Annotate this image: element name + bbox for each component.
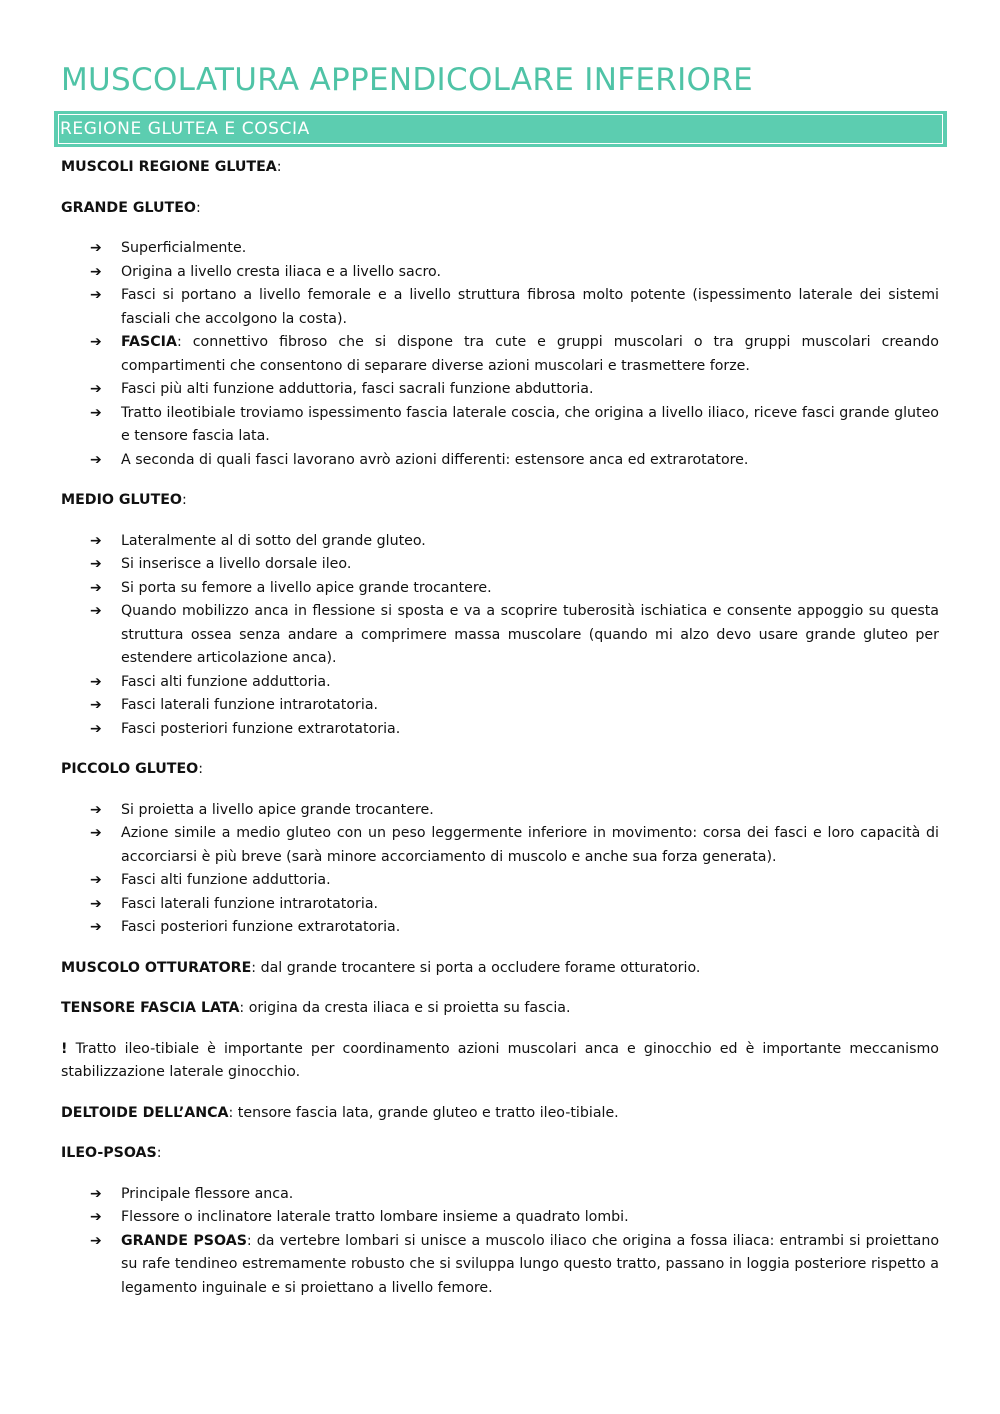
list-item — [61, 869, 939, 893]
list-item-text: Fasci posteriori funzione extrarotatoria. — [121, 720, 401, 737]
arrow-bullet-icon: ➔ — [90, 1185, 102, 1202]
list-item-text: Fasci alti funzione adduttoria. — [121, 673, 331, 690]
arrow-bullet-icon: ➔ — [90, 673, 102, 690]
arrow-bullet-icon: ➔ — [90, 603, 102, 619]
list-item-text: Fasci più alti funzione adduttoria, fasci sacrali funzione abduttoria. — [121, 381, 594, 397]
list-item — [61, 694, 939, 718]
list-item-text: Fasci si portano a livello femorale e a livello struttura fibrosa molto potente (ispessimento laterale dei sistemi fasciali che accolgono la costa). — [121, 287, 939, 327]
list-item-text: Quando mobilizzo anca in flessione si sposta e va a scoprire tuberosità ischiatica e consente appoggio su questa struttura ossea senza andare a comprimere massa muscolare (quando mi alzo devo usare grande gluteo per estendere articolazione anca). — [121, 603, 939, 666]
arrow-bullet-icon: ➔ — [90, 801, 102, 818]
arrow-bullet-icon: ➔ — [90, 579, 102, 596]
arrow-bullet-icon: ➔ — [90, 1209, 102, 1225]
list-item — [61, 402, 939, 449]
list-item-text: Si proietta a livello apice grande trocantere. — [121, 801, 434, 818]
list-item-text: Si porta su femore a livello apice grande trocantere. — [121, 579, 492, 596]
list-item — [61, 331, 939, 378]
arrow-bullet-icon: ➔ — [90, 556, 102, 572]
section-banner — [54, 111, 947, 147]
paragraph-otturatore: MUSCOLO OTTURATORE: dal grande trocantere si porta a occludere forame otturatorio. — [61, 959, 701, 976]
list-item — [61, 553, 939, 577]
list-medio-gluteo — [61, 530, 939, 742]
arrow-bullet-icon: ➔ — [90, 895, 102, 912]
arrow-bullet-icon: ➔ — [90, 720, 102, 737]
list-item — [61, 530, 939, 554]
arrow-bullet-icon: ➔ — [90, 532, 102, 549]
list-item — [61, 600, 939, 671]
section-heading: REGIONE GLUTEA E COSCIA — [60, 119, 310, 139]
heading-ileo-psoas: ILEO-PSOAS: — [61, 1145, 162, 1161]
list-item-text: Lateralmente al di sotto del grande gluteo. — [121, 532, 426, 549]
list-item — [61, 284, 939, 331]
list-item — [61, 893, 939, 917]
list-ileo-psoas — [61, 1183, 939, 1301]
arrow-bullet-icon: ➔ — [90, 1232, 102, 1249]
arrow-bullet-icon: ➔ — [90, 263, 102, 280]
list-item-text: Fasci alti funzione adduttoria. — [121, 872, 331, 888]
list-item — [61, 237, 939, 261]
list-item — [61, 378, 939, 402]
list-item-text: Tratto ileotibiale troviamo ispessimento fascia laterale coscia, che origina a livello iliaco, riceve fasci grande gluteo e tensore fascia lata. — [121, 404, 939, 444]
arrow-bullet-icon: ➔ — [90, 919, 102, 935]
paragraph-nota: ! Tratto ileo-tibiale è importante per coordinamento azioni muscolari anca e ginocchio ed è importante meccanismo stabilizzazione laterale ginocchio. — [61, 1040, 939, 1080]
heading-piccolo-gluteo: PICCOLO GLUTEO: — [61, 761, 204, 777]
list-item — [61, 718, 939, 742]
arrow-bullet-icon: ➔ — [90, 825, 102, 841]
list-item-text: A seconda di quali fasci lavorano avrò azioni differenti: estensore anca ed extrarotatore. — [121, 451, 749, 468]
list-item — [61, 577, 939, 601]
arrow-bullet-icon: ➔ — [90, 334, 102, 350]
arrow-bullet-icon: ➔ — [90, 872, 102, 888]
list-item-text: Fasci posteriori funzione extrarotatoria. — [121, 919, 401, 935]
paragraph-tensore-fascia-lata: TENSORE FASCIA LATA: origina da cresta iliaca e si proietta su fascia. — [61, 1000, 571, 1016]
list-item — [61, 1206, 939, 1230]
list-item-text: Si inserisce a livello dorsale ileo. — [121, 556, 352, 572]
page-title: MUSCOLATURA APPENDICOLARE INFERIORE — [61, 62, 753, 98]
list-item-text: Fasci laterali funzione intrarotatoria. — [121, 697, 379, 713]
list-item-text: Fasci laterali funzione intrarotatoria. — [121, 895, 379, 912]
document-body — [61, 156, 939, 1317]
list-item-text: Azione simile a medio gluteo con un peso leggermente inferiore in movimento: corsa dei fasci e loro capacità di accorciarsi è più breve (sarà minore accorciamento di muscolo e anche sua forza generata). — [121, 825, 939, 865]
arrow-bullet-icon: ➔ — [90, 404, 102, 421]
list-item-text: Origina a livello cresta iliaca e a livello sacro. — [121, 263, 441, 280]
list-item — [61, 449, 939, 473]
list-item — [61, 671, 939, 695]
list-piccolo-gluteo — [61, 799, 939, 940]
list-item-text: : da vertebre lombari si unisce a muscolo iliaco che origina a fossa iliaca: entrambi si proiettano su rafe tendineo estremamente robusto che si sviluppa lungo questo tratto, passano in loggia posteriore rispetto a legamento inguinale e si proiettano a livello femore. — [121, 1232, 939, 1296]
list-item — [61, 822, 939, 869]
arrow-bullet-icon: ➔ — [90, 287, 102, 303]
arrow-bullet-icon: ➔ — [90, 381, 102, 397]
heading-medio-gluteo: MEDIO GLUTEO: — [61, 492, 187, 508]
list-item — [61, 916, 939, 940]
list-item-text: Flessore o inclinatore laterale tratto lombare insieme a quadrato lombi. — [121, 1209, 629, 1225]
arrow-bullet-icon: ➔ — [90, 240, 102, 256]
list-item — [61, 261, 939, 285]
list-item-term: FASCIA — [121, 334, 177, 350]
paragraph-deltoide-anca: DELTOIDE DELL’ANCA: tensore fascia lata, grande gluteo e tratto ileo-tibiale. — [61, 1104, 619, 1121]
arrow-bullet-icon: ➔ — [90, 697, 102, 713]
list-item — [61, 1183, 939, 1207]
list-item-text: : connettivo fibroso che si dispone tra cute e gruppi muscolari o tra gruppi muscolari creando compartimenti che consentono di separare diverse azioni muscolari e trasmettere forze. — [121, 334, 939, 374]
list-item-term: GRANDE PSOAS — [121, 1232, 247, 1249]
list-grande-gluteo — [61, 237, 939, 472]
heading-grande-gluteo: GRANDE GLUTEO: — [61, 199, 201, 216]
list-item — [61, 799, 939, 823]
heading-muscoli-regione-glutea: MUSCOLI REGIONE GLUTEA: — [61, 159, 282, 175]
list-item-text: Superficialmente. — [121, 240, 247, 256]
arrow-bullet-icon: ➔ — [90, 451, 102, 468]
list-item — [61, 1230, 939, 1301]
list-item-text: Principale flessore anca. — [121, 1185, 294, 1202]
